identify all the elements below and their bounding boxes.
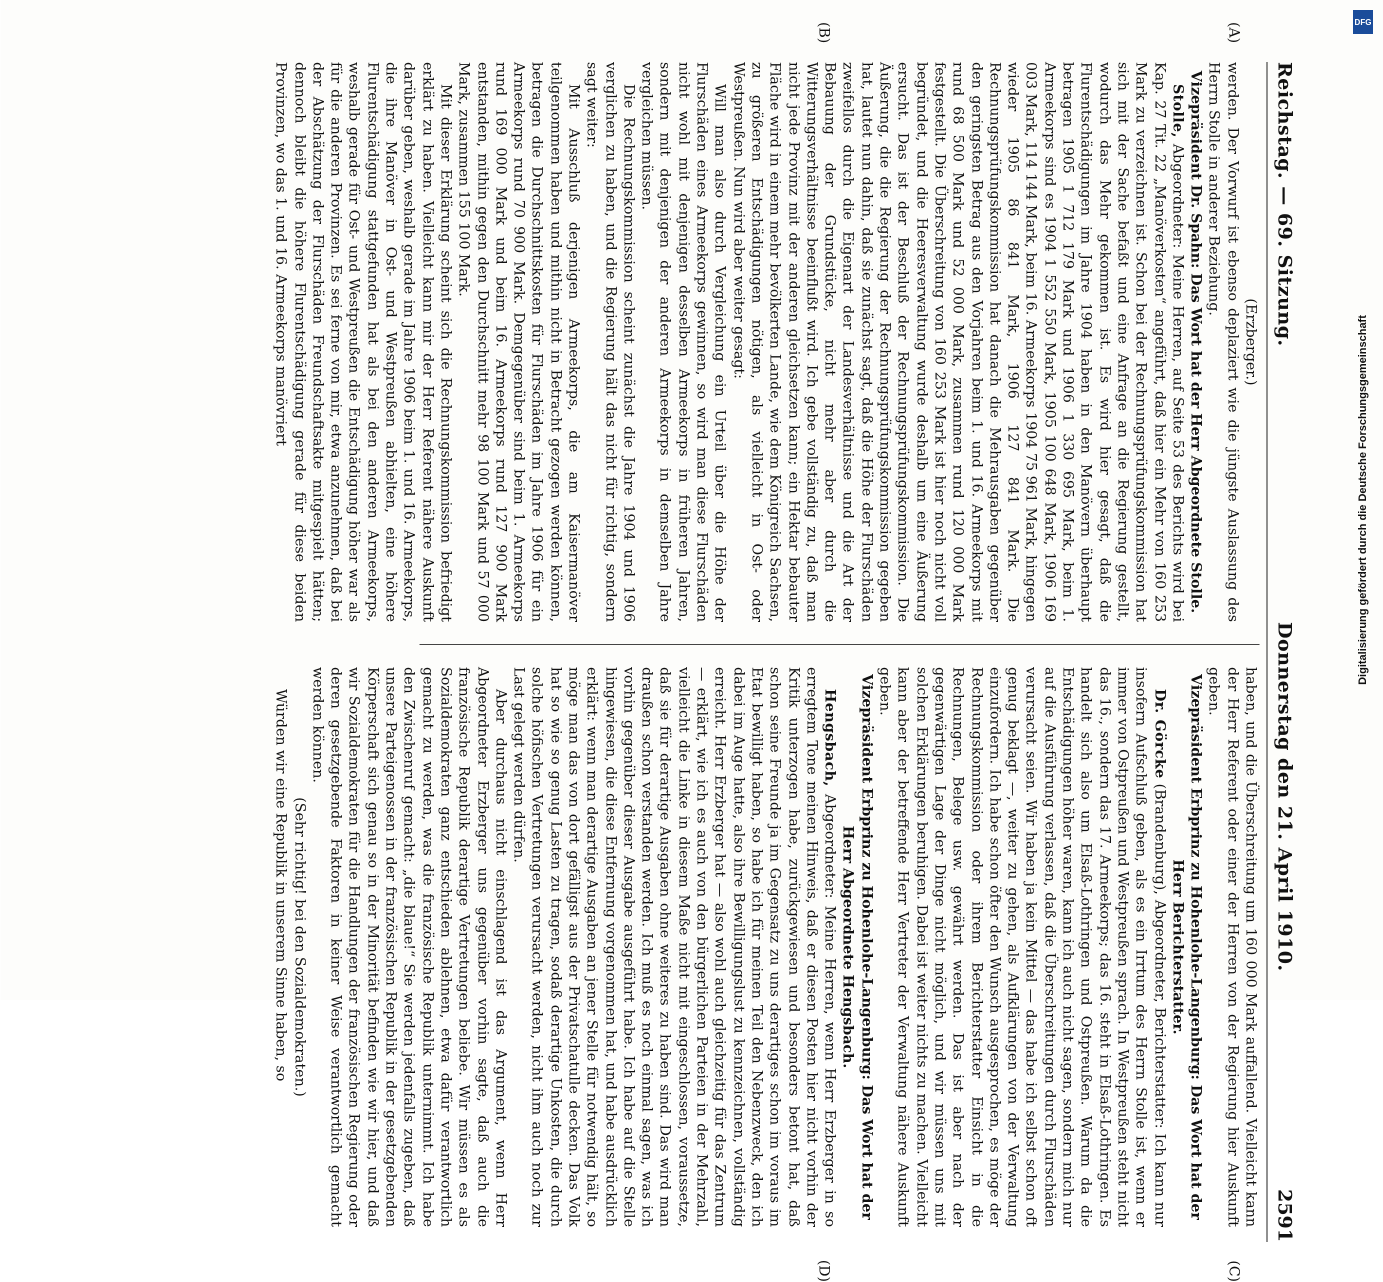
paragraph xyxy=(728,62,1185,622)
page-number: 2591 xyxy=(1273,1189,1295,1242)
column-left xyxy=(272,62,1259,622)
page-sheet xyxy=(272,22,1301,1282)
speech-text: (Brandenburg), Abgeordneter, Berichterstatter: Ich kann nur insofern Aufschluß geben, als es ein Irrtum des Herrn Stolle ist, wenn er immer von Ostpreußen und Westpreußen sprach. In Westpreußen steht nicht das 16., sondern das 17. Armeekorps; das 16. steht in Elsaß-Lothringen. Es handelt sich also um Elsaß-Lothringen und Ostpreußen. Warum da die Entschädigungen höher waren, kann ich auch nicht sagen, sondern mich nur auf die Ausführung verlassen, daß die Überschreitungen durch Flurschäden verursacht seien. Wir haben ja kein Mittel — das habe ich selbst schon oft genug beklagt —, weiter zu gehen, als Aufklärungen von der Verwaltung einzufordern. Ich habe schon öfter den Wunsch ausgesprochen, es möge der Rechnungskommission oder ihrem Berichterstatter Einsicht in die Rechnungen, Belege usw. gewährt werden. Das ist aber nach der gegenwärtigen Lage der Dinge nicht möglich, und wir müssen uns mit solchen Erklärungen beruhigen. Dabei ist weiter nichts zu machen. Vielleicht kann aber der betreffende Herr Vertreter der Verwaltung nähere Auskunft geben. xyxy=(876,667,1167,1227)
column-right xyxy=(272,667,1259,1227)
margin-mark-a: (A) xyxy=(1225,22,1241,44)
margin-mark-c: (C) xyxy=(1225,1260,1241,1282)
presiding-note: Vizepräsident Dr. Spahn: Das Wort hat der Herr Abgeordnete Stolle. xyxy=(1187,70,1204,614)
speaker-name: Hengsbach, xyxy=(821,689,838,787)
paragraph xyxy=(509,667,838,1227)
dfg-logo: DFG xyxy=(1353,10,1373,34)
speaker-name: Stolle, xyxy=(1168,84,1185,138)
header-left: Reichstag. — 69. Sitzung. xyxy=(1273,62,1295,347)
digitization-credit: Digitalisierung gefördert durch die Deutsche Forschungsgemeinschaft xyxy=(1357,315,1369,685)
quoted-paragraph: Will man also durch Vergleichung ein Urteil über die Höhe der Flurschäden eines Armeekorps gewinnen, so wird man diese Flurschäden nicht wohl mit denjenigen desselben Armeekorps in früheren Jahren, sondern mit denjenigen der anderen Armeekorps in demselben Jahre vergleichen müssen. xyxy=(638,62,728,622)
speaker-name: Dr. Görcke xyxy=(1150,689,1167,779)
header-date: Donnerstag den 21. April 1910. xyxy=(1273,622,1295,972)
paragraph: Die Rechnungskommission scheint zunächst die Jahre 1904 und 1906 verglichen zu haben, und die Regierung hält das nicht für richtig, sondern sagt weiter: xyxy=(583,62,636,622)
paragraph: Würden wir eine Republik in unserem Sinne haben, so xyxy=(272,689,289,1082)
paragraph: Aber durchaus nicht einschlagend ist das Argument, wenn Herr Abgeordneter Erzberger uns gegenüber vorhin sagte, daß auch die französische Republik derartige Vertretungen beliebe. Wir müssen es als Sozialdemokraten ganz entschieden ablehnen, etwa dafür verantwortlich gemacht zu werden, was die französische Republik unternimmt. Ich habe den Zwischenruf gemacht: „die blaue!“ Sie werden jedenfalls zugeben, daß unsere Parteigenossen in der französischen Republik in der gesetzgebenden Körperschaft sich genau so in der Minorität befinden wie wir hier, und daß wir Sozialdemokraten für die Handlungen der französischen Regierung oder deren gesetzgebende Faktoren in keiner Weise verantwortlich gemacht werden können. xyxy=(308,667,508,1227)
paragraph: werden. Der Vorwurf ist ebenso deplaziert wie die jüngste Auslassung des Herrn Stolle in anderer Beziehung. xyxy=(1205,62,1240,622)
presiding-note: Vizepräsident Erbprinz zu Hohenlohe-Langenburg: Das Wort hat der Herr Abgeordnete Hengsbach. xyxy=(839,674,874,1220)
speaker-continuation: (Erzberger.) xyxy=(1242,298,1258,386)
margin-mark-b: (B) xyxy=(815,22,831,44)
presiding-note: Vizepräsident Erbprinz zu Hohenlohe-Langenburg: Das Wort hat der Herr Berichterstatter. xyxy=(1168,674,1204,1220)
page-header xyxy=(1266,62,1301,1242)
paragraph: haben, und die Überschreitung um 160 000 Mark auffallend. Vielleicht kann der Herr Referent oder einer der Herren von der Regierung hier Auskunft geben. xyxy=(1205,667,1258,1227)
interjection: (Sehr richtig! bei den Sozialdemokraten.) xyxy=(290,797,307,1097)
speech-text: Abgeordneter: Meine Herren, wenn Herr Erzberger in so erregtem Tone meinen Hinweis, daß er diesen Posten hier nicht vorhin der Kritik unterzogen habe, zurückgewiesen und besonders betont hat, daß schon seine Freunde ja im Gegensatz zu uns derartiges schon im voraus im Etat bewilligt haben, so habe ich für meinen Teil den Nebenzweck, den ich dabei im Auge hatte, also ihre Bewilligungslust zu kennzeichnen, vollständig erreicht. Herr Erzberger hat — also wohl auch gleichzeitig für das Zentrum — erklärt, wie ich es auch von den bürgerlichen Parteien in der Mehrzahl, vielleicht die Linke in diesem Maße nicht mit eingeschlossen, voraussetze, daß sie für derartige Ausgaben ohne weiteres zu haben sind. Das wird man draußen schon verstanden werden. Ich muß es noch einmal sagen, was ich vorhin gegenüber dieser Ausgabe ausgeführt habe. Ich habe auf die Stelle hingewiesen, die diese Entfernung vorgenommen hat, und habe ausdrücklich erklärt: wenn man derartige Ausgaben an jener Stelle für notwendig hält, so möge man das von dort gefälligst aus der Privatschatulle decken. Das Volk hat so wie so genug Lasten zu tragen, sodaß derartige Unkosten, die durch solche höfischen Vertretungen verursacht werden, nicht ihm auch noch zur Last gelegt werden dürfen. xyxy=(510,667,838,1227)
paragraph xyxy=(875,667,1168,1227)
paragraph: Mit dieser Erklärung scheint sich die Rechnungskommission befriedigt erklärt zu haben. Vielleicht kann mir der Herr Referent nähere Auskunft darüber geben, weshalb gerade im Jahre 1906 beim 1. und 16. Armeekorps, die ihre Manöver in Ost- und Westpreußen abhielten, eine höhere Flurentschädigung stattgefunden hat als bei den anderen Armeekorps, weshalb gerade für Ost- und Westpreußen die Entschädigung höher war als für die anderen Provinzen. Es sei ferne von mir, etwa anzunehmen, daß bei der Abschätzung der Flurschäden Freundschaftsakte mitgespielt hätten; dennoch bleibt die höhere Flurentschädigung gerade für diese beiden Provinzen, wo das 1. und 16. Armeekorps manövriert xyxy=(272,62,453,622)
digitization-credit-strip xyxy=(1353,10,1373,990)
column-divider xyxy=(419,644,1259,645)
speech-text: Abgeordneter: Meine Herren, auf Seite 53 des Berichts wird bei Kap. 27 Tit. 22 „Manöverkosten“ angeführt, daß hier ein Mehr von 160 253 Mark zu verzeichnen ist. Schon bei der Rechnungsprüfungskommission hat sich mit der Sache befaßt und eine Anfrage an die Regierung gestellt, wodurch das Mehr gekommen ist. Es wird hier gesagt, daß die Flurentschädigungen im Jahre 1904 haben in den Manövern überhaupt betragen 1905 1 712 179 Mark und 1906 1 330 695 Mark, beim 1. Armeekorps sind es 1904 1 552 550 Mark, 1905 100 648 Mark, 1906 169 003 Mark, 114 144 Mark, beim 16. Armeekorps 1904 75 961 Mark, hingegen wieder 1905 86 841 Mark, 1906 127 841 Mark. Die Rechnungsprüfungskommission hat danach die Mehrausgaben gegenüber den geringsten Betrag aus den Vorjahren beim 1. und 16. Armeekorps mit rund 68 500 Mark und 52 000 Mark, zusammen rund 120 000 Mark festgestellt. Die Überschreitung von 160 253 Mark ist hier noch nicht voll begründet, und die Heeresverwaltung wurde deshalb um eine Äußerung ersucht. Das ist der Beschluß der Rechnungsprüfungskommission. Die Äußerung, die die Regierung der Rechnungsprüfungskommission gegeben hat, lautet nun dahin, daß sie zunächst sagt, daß die Höhe der Flurschäden zweifellos durch die Eigenart der Landesverhältnisse und die Art der Bebauung der Grundstücke, nicht mehr aber durch die Witterungsverhältnisse beeinflußt wird. Ich gebe vollständig zu, daß man nicht jede Provinz mit der anderen gleichsetzen kann; ein Hektar bebauter Fläche wird in einem mehr bevölkerten Lande, wie dem Königreich Sachsen, zu größeren Entschädigungen nötigen, als vielleicht in Ost- oder Westpreußen. Nun wird aber weiter gesagt: xyxy=(729,62,1185,622)
margin-mark-d: (D) xyxy=(815,1259,831,1282)
quoted-paragraph: Mit Ausschluß derjenigen Armeekorps, die am Kaisermanöver teilgenommen haben und mithin nicht in Betracht gezogen werden können, betragen die Durchschnittskosten für Flurschäden im Jahre 1906 für ein Armeekorps rund 70 900 Mark. Demgegenüber sind beim 1. Armeekorps rund 169 000 Mark und beim 16. Armeekorps rund 127 900 Mark entstanden, mithin gegen den Durchschnitt mehr 98 100 Mark und 57 000 Mark, zusammen 155 100 Mark. xyxy=(455,62,582,622)
